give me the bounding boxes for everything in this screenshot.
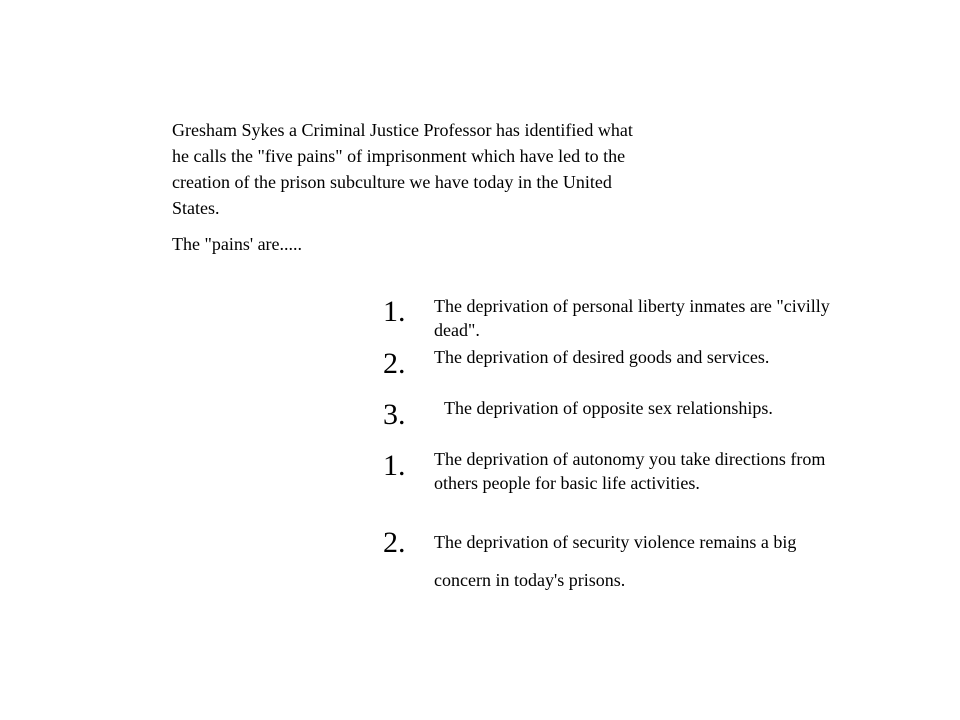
list-item-text: The deprivation of opposite sex relationships. [444,398,773,418]
list-number: 2. [383,526,406,559]
list-item-text: The deprivation of personal liberty inmates are "civilly dead". [434,296,830,340]
list-number: 1. [383,449,406,482]
list-number: 3. [383,398,406,431]
list-number: 1. [383,295,406,328]
list-number: 2. [383,347,406,380]
list-item-text: The deprivation of autonomy you take directions from others people for basic life activities. [434,449,826,493]
list-item-text: The deprivation of desired goods and services. [434,347,770,367]
intro-paragraph: Gresham Sykes a Criminal Justice Professor has identified what he calls the "five pains" of imprisonment which have led to the creation of the prison subculture we have today in the United States. [172,120,633,218]
intro-block [172,117,652,257]
intro-lead: The "pains' are..... [172,234,303,254]
list-item-text: The deprivation of security violence remains a big concern in today's prisons. [434,532,797,590]
